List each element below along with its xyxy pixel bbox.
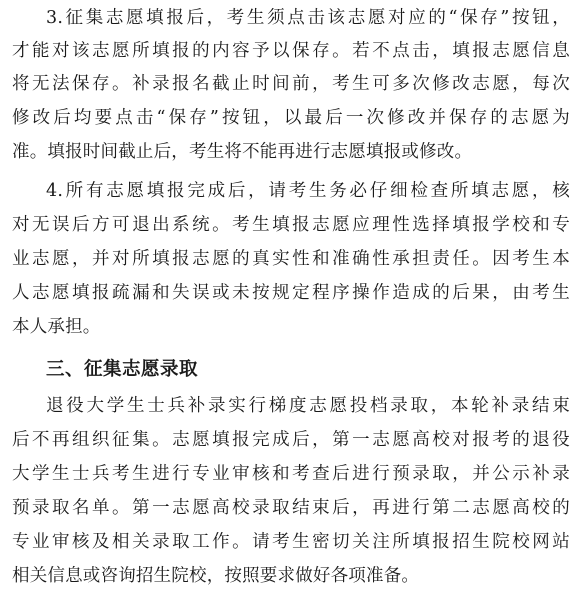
paragraph-3-line-3: 将无法保存。补录报名截止时间前，考生可多次修改志愿，每次 bbox=[12, 74, 570, 94]
paragraph-3-line-2: 才能对该志愿所填报的内容予以保存。若不点击，填报志愿信息 bbox=[12, 41, 570, 61]
paragraph-4-line-5: 本人承担。 bbox=[12, 317, 101, 337]
paragraph-5-line-1: 退役大学生士兵补录实行梯度志愿投档录取，本轮补录结束 bbox=[46, 396, 570, 416]
paragraph-3-line-1: 3.征集志愿填报后，考生须点击该志愿对应的“保存”按钮， bbox=[46, 8, 570, 28]
paragraph-5-line-4: 预录取名单。第一志愿高校录取结束后，再进行第二志愿高校的 bbox=[12, 498, 570, 518]
paragraph-4-line-2: 对无误后方可退出系统。考生填报志愿应理性选择填报学校和专 bbox=[12, 215, 570, 235]
paragraph-4-line-3: 业志愿，并对所填报志愿的真实性和准确性承担责任。因考生本 bbox=[12, 249, 570, 269]
paragraph-5-line-6: 相关信息或咨询招生院校，按照要求做好各项准备。 bbox=[12, 566, 420, 586]
paragraph-3-line-4: 修改后均要点击“保存”按钮，以最后一次修改并保存的志愿为 bbox=[12, 108, 570, 128]
paragraph-4-line-1: 4.所有志愿填报完成后，请考生务必仔细检查所填志愿，核 bbox=[46, 181, 570, 201]
paragraph-4-line-4: 人志愿填报疏漏和失误或未按规定程序操作造成的后果，由考生 bbox=[12, 283, 570, 303]
paragraph-5-line-2: 后不再组织征集。志愿填报完成后，第一志愿高校对报考的退役 bbox=[12, 430, 570, 450]
paragraph-5-line-3: 大学生士兵考生进行专业审核和考查后进行预录取，并公示补录 bbox=[12, 464, 570, 484]
paragraph-3-line-5: 准。填报时间截止后，考生将不能再进行志愿填报或修改。 bbox=[12, 142, 473, 162]
paragraph-5-line-5: 专业审核及相关录取工作。请考生密切关注所填报招生院校网站 bbox=[12, 532, 570, 552]
section-heading: 三、征集志愿录取 bbox=[46, 359, 199, 380]
